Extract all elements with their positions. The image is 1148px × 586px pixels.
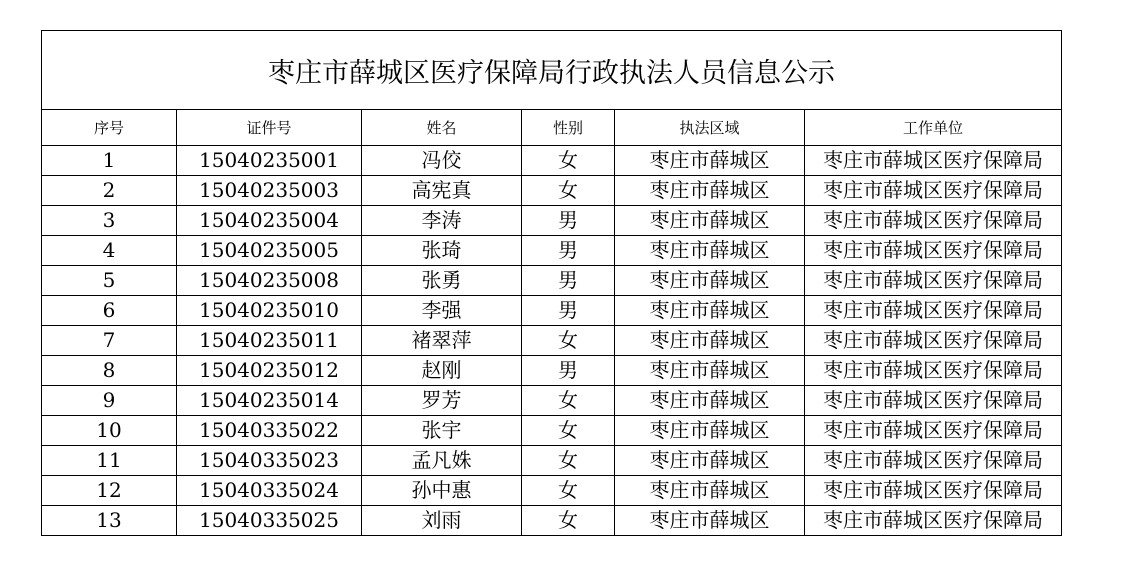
cell-name: 褚翠萍 <box>362 326 522 356</box>
cell-index: 10 <box>42 416 177 446</box>
cell-enforcement-area: 枣庄市薛城区 <box>615 326 805 356</box>
cell-gender: 女 <box>522 476 615 506</box>
cell-enforcement-area: 枣庄市薛城区 <box>615 236 805 266</box>
header-id-number: 证件号 <box>177 110 362 146</box>
table-row <box>42 236 1062 266</box>
cell-enforcement-area: 枣庄市薛城区 <box>615 206 805 236</box>
cell-gender: 男 <box>522 356 615 386</box>
table-row <box>42 506 1062 536</box>
page-title: 枣庄市薛城区医疗保障局行政执法人员信息公示 <box>42 31 1062 110</box>
cell-gender: 男 <box>522 266 615 296</box>
cell-enforcement-area: 枣庄市薛城区 <box>615 176 805 206</box>
table-row <box>42 416 1062 446</box>
cell-index: 1 <box>42 146 177 176</box>
cell-work-unit: 枣庄市薛城区医疗保障局 <box>805 326 1062 356</box>
cell-enforcement-area: 枣庄市薛城区 <box>615 416 805 446</box>
cell-work-unit: 枣庄市薛城区医疗保障局 <box>805 446 1062 476</box>
cell-id-number: 15040235005 <box>177 236 362 266</box>
cell-index: 2 <box>42 176 177 206</box>
cell-gender: 男 <box>522 236 615 266</box>
header-work-unit: 工作单位 <box>805 110 1062 146</box>
cell-index: 13 <box>42 506 177 536</box>
table-row <box>42 176 1062 206</box>
table-row <box>42 446 1062 476</box>
cell-index: 8 <box>42 356 177 386</box>
cell-name: 刘雨 <box>362 506 522 536</box>
cell-work-unit: 枣庄市薛城区医疗保障局 <box>805 206 1062 236</box>
cell-name: 孙中惠 <box>362 476 522 506</box>
cell-name: 赵刚 <box>362 356 522 386</box>
table-row <box>42 146 1062 176</box>
header-gender: 性别 <box>522 110 615 146</box>
table-row <box>42 386 1062 416</box>
cell-name: 张琦 <box>362 236 522 266</box>
cell-name: 冯佼 <box>362 146 522 176</box>
cell-work-unit: 枣庄市薛城区医疗保障局 <box>805 386 1062 416</box>
cell-id-number: 15040235008 <box>177 266 362 296</box>
cell-gender: 女 <box>522 176 615 206</box>
cell-gender: 女 <box>522 416 615 446</box>
cell-id-number: 15040235001 <box>177 146 362 176</box>
cell-work-unit: 枣庄市薛城区医疗保障局 <box>805 266 1062 296</box>
cell-work-unit: 枣庄市薛城区医疗保障局 <box>805 236 1062 266</box>
cell-gender: 女 <box>522 326 615 356</box>
cell-name: 李强 <box>362 296 522 326</box>
cell-id-number: 15040235011 <box>177 326 362 356</box>
cell-enforcement-area: 枣庄市薛城区 <box>615 296 805 326</box>
cell-enforcement-area: 枣庄市薛城区 <box>615 506 805 536</box>
table-row <box>42 296 1062 326</box>
cell-work-unit: 枣庄市薛城区医疗保障局 <box>805 296 1062 326</box>
table-row <box>42 356 1062 386</box>
cell-index: 3 <box>42 206 177 236</box>
cell-enforcement-area: 枣庄市薛城区 <box>615 266 805 296</box>
cell-id-number: 15040235014 <box>177 386 362 416</box>
cell-id-number: 15040235012 <box>177 356 362 386</box>
cell-index: 11 <box>42 446 177 476</box>
cell-id-number: 15040235010 <box>177 296 362 326</box>
cell-gender: 男 <box>522 296 615 326</box>
header-index: 序号 <box>42 110 177 146</box>
cell-gender: 男 <box>522 206 615 236</box>
cell-work-unit: 枣庄市薛城区医疗保障局 <box>805 356 1062 386</box>
cell-id-number: 15040235004 <box>177 206 362 236</box>
table-row <box>42 326 1062 356</box>
cell-index: 4 <box>42 236 177 266</box>
cell-name: 张勇 <box>362 266 522 296</box>
cell-gender: 女 <box>522 386 615 416</box>
cell-id-number: 15040335025 <box>177 506 362 536</box>
cell-name: 张宇 <box>362 416 522 446</box>
cell-work-unit: 枣庄市薛城区医疗保障局 <box>805 416 1062 446</box>
title-row <box>42 31 1062 110</box>
header-row <box>42 110 1062 146</box>
cell-index: 9 <box>42 386 177 416</box>
cell-name: 李涛 <box>362 206 522 236</box>
cell-work-unit: 枣庄市薛城区医疗保障局 <box>805 176 1062 206</box>
cell-name: 孟凡姝 <box>362 446 522 476</box>
table-row <box>42 206 1062 236</box>
cell-gender: 女 <box>522 506 615 536</box>
cell-id-number: 15040335022 <box>177 416 362 446</box>
cell-enforcement-area: 枣庄市薛城区 <box>615 446 805 476</box>
personnel-table <box>41 30 1062 536</box>
cell-work-unit: 枣庄市薛城区医疗保障局 <box>805 476 1062 506</box>
cell-work-unit: 枣庄市薛城区医疗保障局 <box>805 506 1062 536</box>
cell-enforcement-area: 枣庄市薛城区 <box>615 356 805 386</box>
cell-gender: 女 <box>522 446 615 476</box>
cell-work-unit: 枣庄市薛城区医疗保障局 <box>805 146 1062 176</box>
cell-enforcement-area: 枣庄市薛城区 <box>615 476 805 506</box>
cell-index: 5 <box>42 266 177 296</box>
cell-index: 7 <box>42 326 177 356</box>
cell-name: 高宪真 <box>362 176 522 206</box>
table-row <box>42 476 1062 506</box>
cell-index: 6 <box>42 296 177 326</box>
header-enforcement-area: 执法区域 <box>615 110 805 146</box>
table-row <box>42 266 1062 296</box>
cell-enforcement-area: 枣庄市薛城区 <box>615 146 805 176</box>
cell-id-number: 15040335023 <box>177 446 362 476</box>
header-name: 姓名 <box>362 110 522 146</box>
cell-name: 罗芳 <box>362 386 522 416</box>
cell-enforcement-area: 枣庄市薛城区 <box>615 386 805 416</box>
cell-gender: 女 <box>522 146 615 176</box>
cell-id-number: 15040235003 <box>177 176 362 206</box>
cell-id-number: 15040335024 <box>177 476 362 506</box>
cell-index: 12 <box>42 476 177 506</box>
